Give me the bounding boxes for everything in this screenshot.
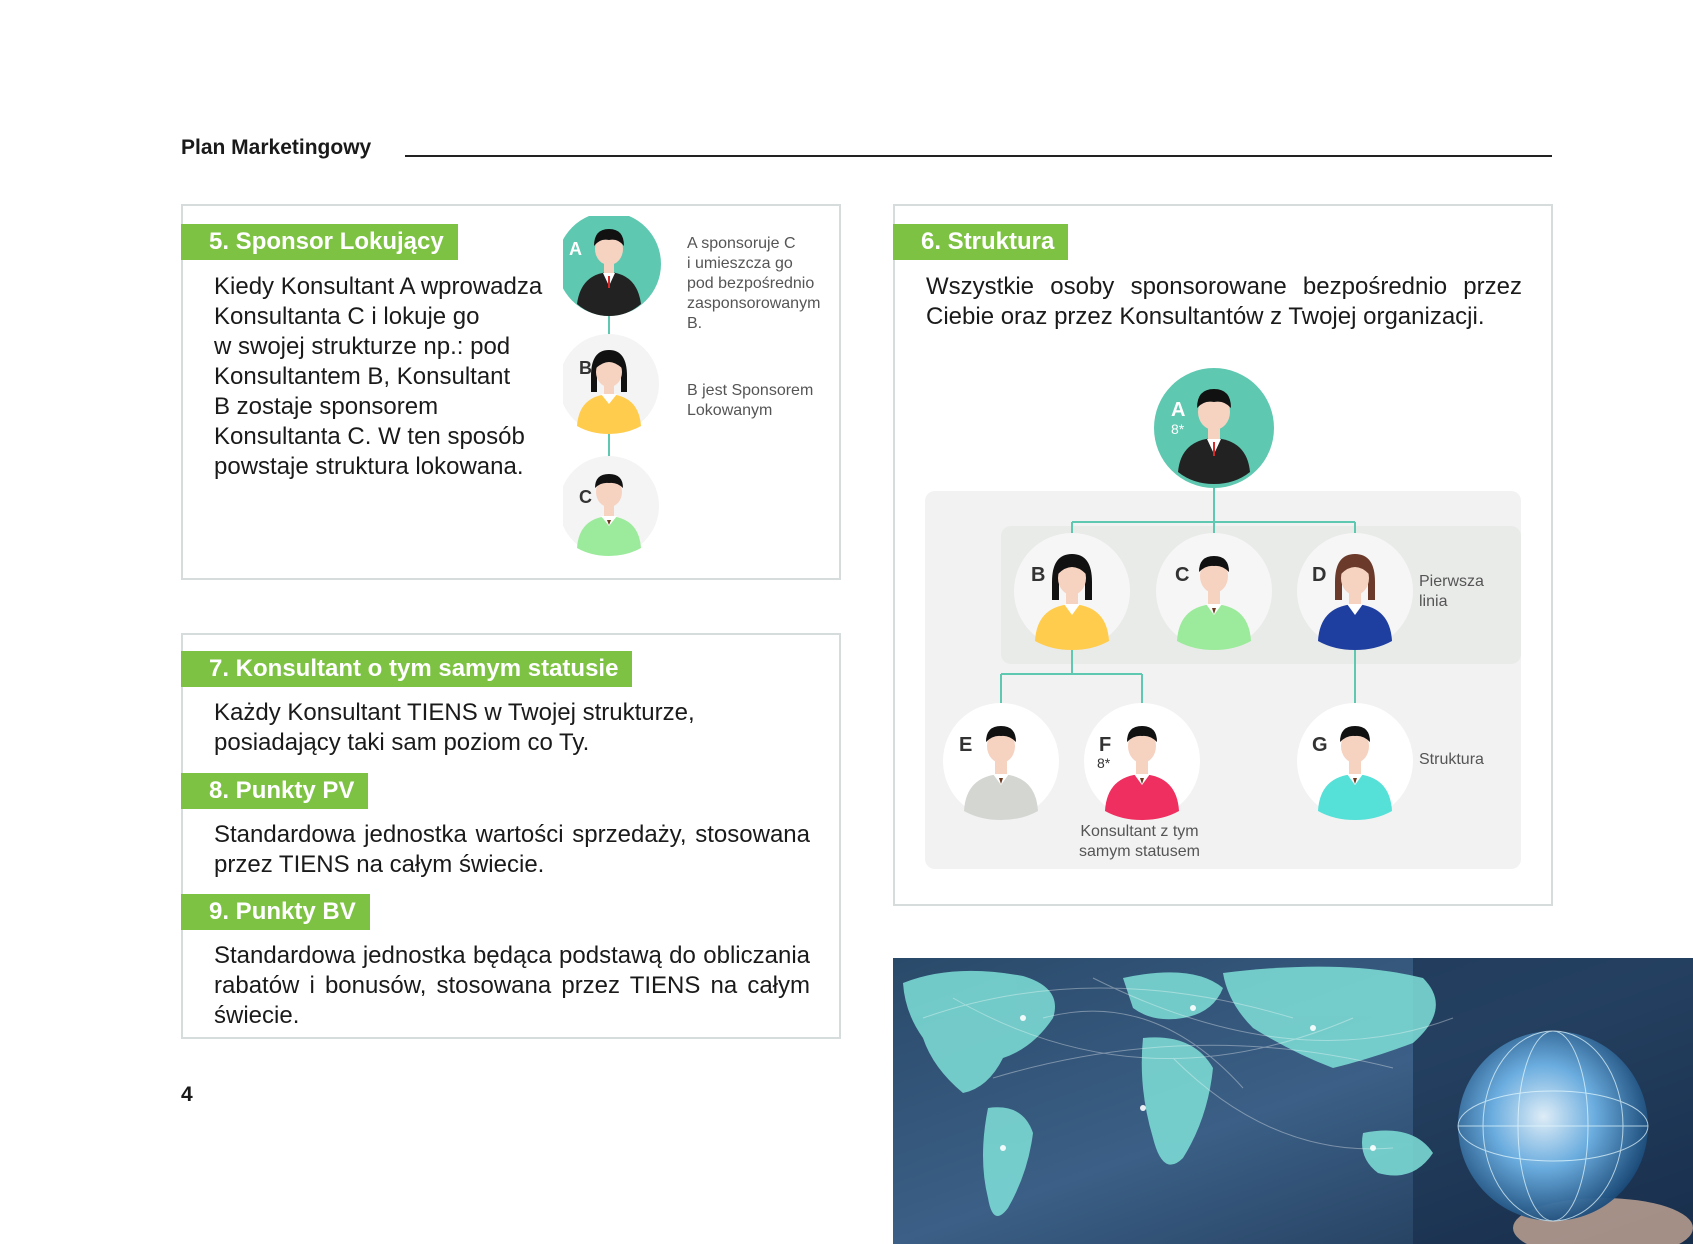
label-a: A (569, 239, 582, 259)
note-first-line (1419, 572, 1484, 612)
label-c: C (579, 487, 592, 507)
section-6-box (893, 204, 1553, 906)
definitions-box (181, 633, 841, 1039)
page-header-title: Plan Marketingowy (181, 136, 372, 159)
struct-label-g: G (1312, 734, 1328, 756)
note-line: Lokowanym (687, 402, 773, 419)
note-b-sponsor (687, 381, 813, 421)
note-structure: Struktura (1419, 751, 1484, 768)
section-8-text: Standardowa jednostka wartości sprzedaży, stosowana przez TIENS na całym świecie. (214, 821, 810, 878)
section-9-tag: 9. Punkty BV (181, 894, 370, 930)
struct-label-f-sup: 8* (1097, 755, 1111, 771)
note-line: B jest Sponsorem (687, 382, 814, 399)
section-5-line: Konsultanta C i lokuje go (214, 303, 480, 330)
label-b: B (579, 358, 592, 378)
section-6-text: Wszystkie osoby sponsorowane bezpośrednio przez Ciebie oraz przez Konsultantów z Twojej organizacji. (926, 273, 1522, 330)
section-7-tag: 7. Konsultant o tym samym statusie (181, 651, 632, 687)
section-5-line: B zostaje sponsorem (214, 393, 439, 420)
section-5-line: Konsultantem B, Konsultant (214, 363, 511, 390)
section-5-box (181, 204, 841, 580)
section-5-line: w swojej strukturze np.: pod (214, 333, 511, 360)
section-7-text: Każdy Konsultant TIENS w Twojej strukturze, posiadający taki sam poziom co Ty. (214, 699, 695, 756)
section-5-tag: 5. Sponsor Lokujący (181, 224, 458, 260)
struct-label-b: B (1031, 564, 1046, 586)
struct-label-e: E (959, 734, 973, 756)
section-5-text (214, 272, 564, 482)
section-5-diagram (563, 216, 683, 576)
struct-label-d: D (1312, 564, 1327, 586)
note-line: i umieszcza go (687, 255, 793, 272)
note-line: zasponsorowanym B. (687, 295, 821, 332)
section-5-line: powstaje struktura lokowana. (214, 453, 524, 480)
note-line: A sponsoruje C (687, 235, 796, 252)
struct-label-c: C (1175, 564, 1190, 586)
struct-label-a-sup: 8* (1171, 421, 1185, 437)
person-b-avatar (563, 334, 659, 434)
struct-label-a: A (1171, 399, 1186, 421)
structure-diagram (925, 356, 1525, 886)
note-a-sponsors-c (687, 234, 839, 334)
world-network-photo (893, 958, 1693, 1244)
note-line: Konsultant z tym (1080, 823, 1199, 840)
page-number: 4 (181, 1083, 193, 1106)
section-5-line: Kiedy Konsultant A wprowadza (214, 273, 543, 300)
person-c-avatar (563, 456, 659, 556)
struct-label-f: F (1099, 734, 1112, 756)
section-9-text: Standardowa jednostka będąca podstawą do obliczania rabatów i bonusów, stosowana przez TIENS na całym świecie. (214, 942, 810, 1029)
note-line: linia (1419, 593, 1448, 610)
note-line: pod bezpośrednio (687, 275, 815, 292)
person-a-avatar (563, 216, 661, 316)
note-same-status (1079, 822, 1200, 862)
section-8-tag: 8. Punkty PV (181, 773, 368, 809)
section-6-tag: 6. Struktura (893, 224, 1068, 260)
section-5-line: Konsultanta C. W ten sposób (214, 423, 525, 450)
header-divider (405, 155, 1552, 157)
note-line: Pierwsza (1419, 573, 1484, 590)
note-line: samym statusem (1079, 843, 1200, 860)
